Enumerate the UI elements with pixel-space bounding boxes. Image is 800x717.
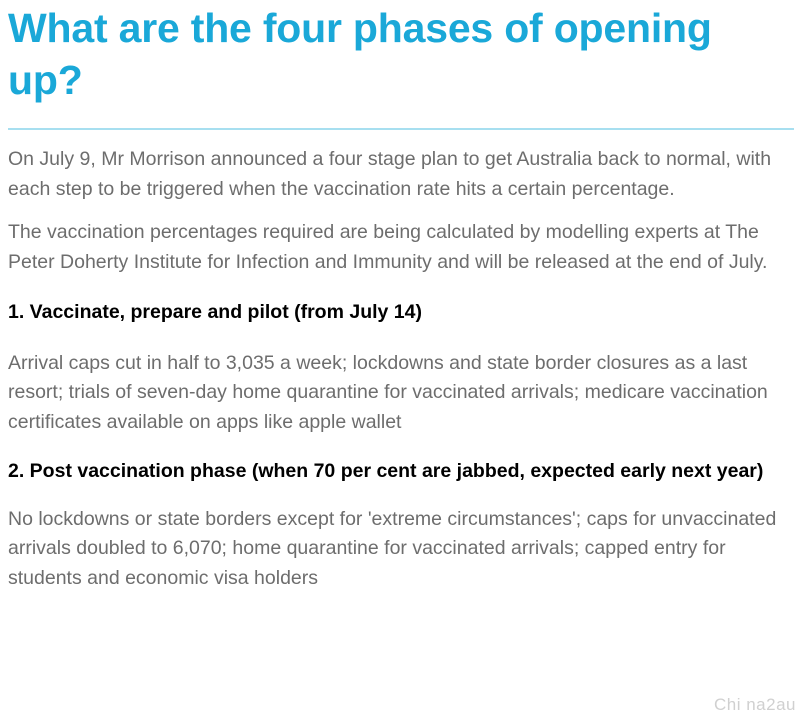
phase-1-body: Arrival caps cut in half to 3,035 a week; lockdowns and state border closures as a last resort; trials of seven-day home quarantine for vaccinated arrivals; medicare vaccination certificates available on apps like apple wallet — [8, 351, 768, 433]
intro-paragraph: On July 9, Mr Morrison announced a four stage plan to get Australia back to normal, with each step to be triggered when the vaccination rate hits a certain percentage. — [8, 148, 772, 200]
title-divider — [8, 128, 794, 130]
percentages-paragraph: The vaccination percentages required are being calculated by modelling experts at The Peter Doherty Institute for Infection and Immunity and will be released at the end of July. — [8, 221, 768, 273]
article — [8, 0, 794, 593]
watermark: Chi na2au — [713, 695, 796, 714]
article-title: What are the four phases of opening up? — [8, 5, 712, 103]
phase-2-body: No lockdowns or state borders except for 'extreme circumstances'; caps for unvaccinated arrivals doubled to 6,070; home quarantine for vaccinated arrivals; capped entry for students and economic visa holders — [8, 507, 777, 589]
phase-2-heading: 2. Post vaccination phase (when 70 per cent are jabbed, expected early next year) — [8, 460, 764, 482]
phase-1-heading: 1. Vaccinate, prepare and pilot (from July 14) — [8, 301, 422, 323]
